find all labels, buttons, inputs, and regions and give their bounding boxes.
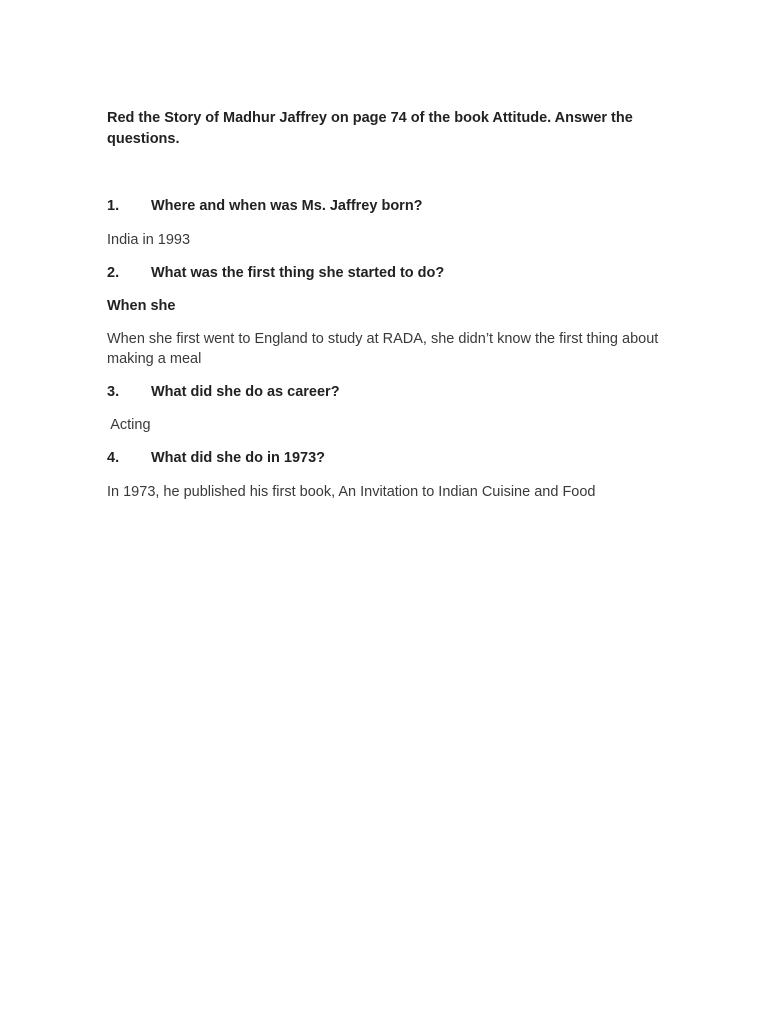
answer-2: When she first went to England to study at RADA, she didn’t know the first thing about making a meal <box>107 331 659 367</box>
answer-2-lead: When she <box>107 298 176 314</box>
instructions-heading: Red the Story of Madhur Jaffrey on page 74 of the book Attitude. Answer the questions. <box>107 110 633 147</box>
question-number: 3. <box>107 384 120 400</box>
question-text: What did she do in 1973? <box>151 450 326 466</box>
question-text: Where and when was Ms. Jaffrey born? <box>151 198 423 214</box>
document-page <box>107 108 667 502</box>
answer-4: In 1973, he published his first book, An Invitation to Indian Cuisine and Food <box>107 484 596 500</box>
question-number: 2. <box>107 265 120 281</box>
question-text: What did she do as career? <box>151 384 340 400</box>
question-2 <box>107 263 667 284</box>
question-number: 1. <box>107 198 120 214</box>
answer-3: Acting <box>107 417 151 433</box>
question-3 <box>107 382 667 403</box>
question-4 <box>107 448 667 469</box>
question-number: 4. <box>107 450 120 466</box>
answer-1: India in 1993 <box>107 232 191 248</box>
question-text: What was the first thing she started to do? <box>151 265 445 281</box>
question-1 <box>107 196 667 217</box>
